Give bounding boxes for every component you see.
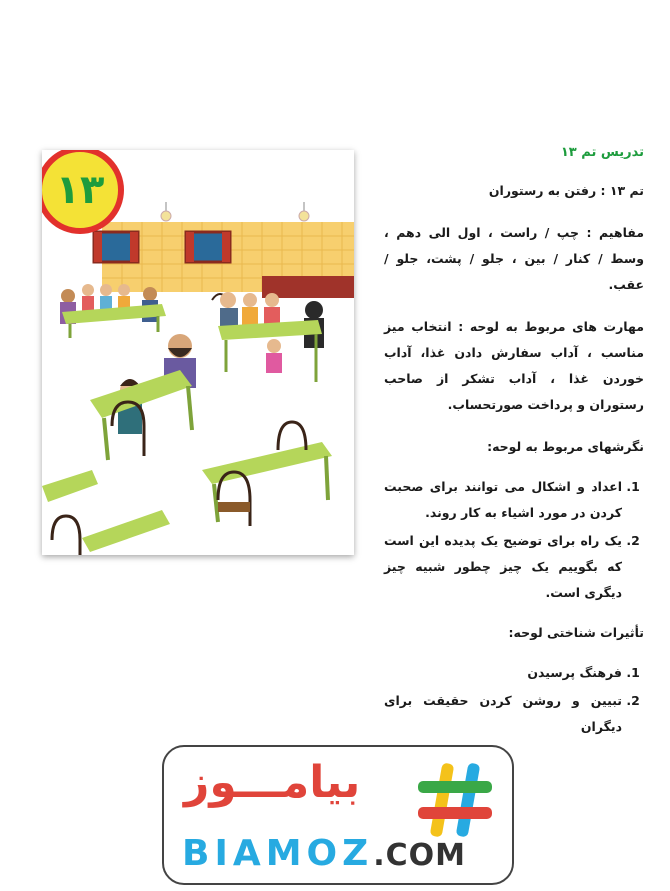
- father-son-table: [90, 334, 196, 460]
- lamp-right: [299, 202, 309, 221]
- page-title: تدریس تم ۱۳: [560, 145, 644, 160]
- effects-list: [384, 660, 644, 740]
- biamoz-logo: [162, 745, 514, 885]
- attitudes-list: [384, 474, 644, 606]
- logo-domain: .COM: [373, 838, 467, 873]
- skills-paragraph: مهارت های مربوط به لوحه : انتخاب میز مناسب ، آداب سفارش دادن غذا، آداب خوردن غذا ، آداب تشکر از صاحب رستوران و پرداخت صورتحساب.: [384, 319, 644, 412]
- concepts-paragraph: مفاهیم : چپ / راست ، اول الی دهم ، وسط / کنار / بین ، جلو / پشت، جلو / عقب.: [384, 225, 644, 292]
- family-table-left: [60, 284, 166, 338]
- restaurant-illustration: [42, 150, 354, 555]
- lesson-text: [384, 140, 644, 754]
- theme-number: ۱۳: [55, 167, 105, 213]
- attitudes-heading: نگرشهای مربوط به لوحه:: [487, 439, 644, 454]
- theme-line: تم ۱۳ : رفتن به رستوران: [488, 183, 644, 198]
- list-item: 1. فرهنگ پرسیدن: [384, 660, 622, 686]
- list-item: 2. یک راه برای توضیح یک پدیده این است که بگوییم یک چیز چطور شبیه چیز دیگری است.: [384, 528, 622, 606]
- hash-icon: [414, 759, 496, 841]
- effects-heading: تأثیرات شناختی لوحه:: [508, 625, 644, 640]
- window-left: [94, 232, 138, 262]
- lamp-left: [161, 202, 171, 221]
- logo-persian-text: بیامـــوز: [184, 757, 361, 808]
- logo-latin-text: [182, 833, 466, 874]
- empty-tables: [42, 422, 332, 555]
- family-table-right: [212, 292, 324, 382]
- logo-latin: BIAMOZ: [182, 833, 374, 874]
- window-right: [186, 232, 230, 262]
- list-item: 2. تبیین و روشن کردن حقیقت برای دیگران: [384, 688, 622, 740]
- list-item: 1. اعداد و اشکال می توانند برای صحبت کردن در مورد اشیاء به کار روند.: [384, 474, 622, 526]
